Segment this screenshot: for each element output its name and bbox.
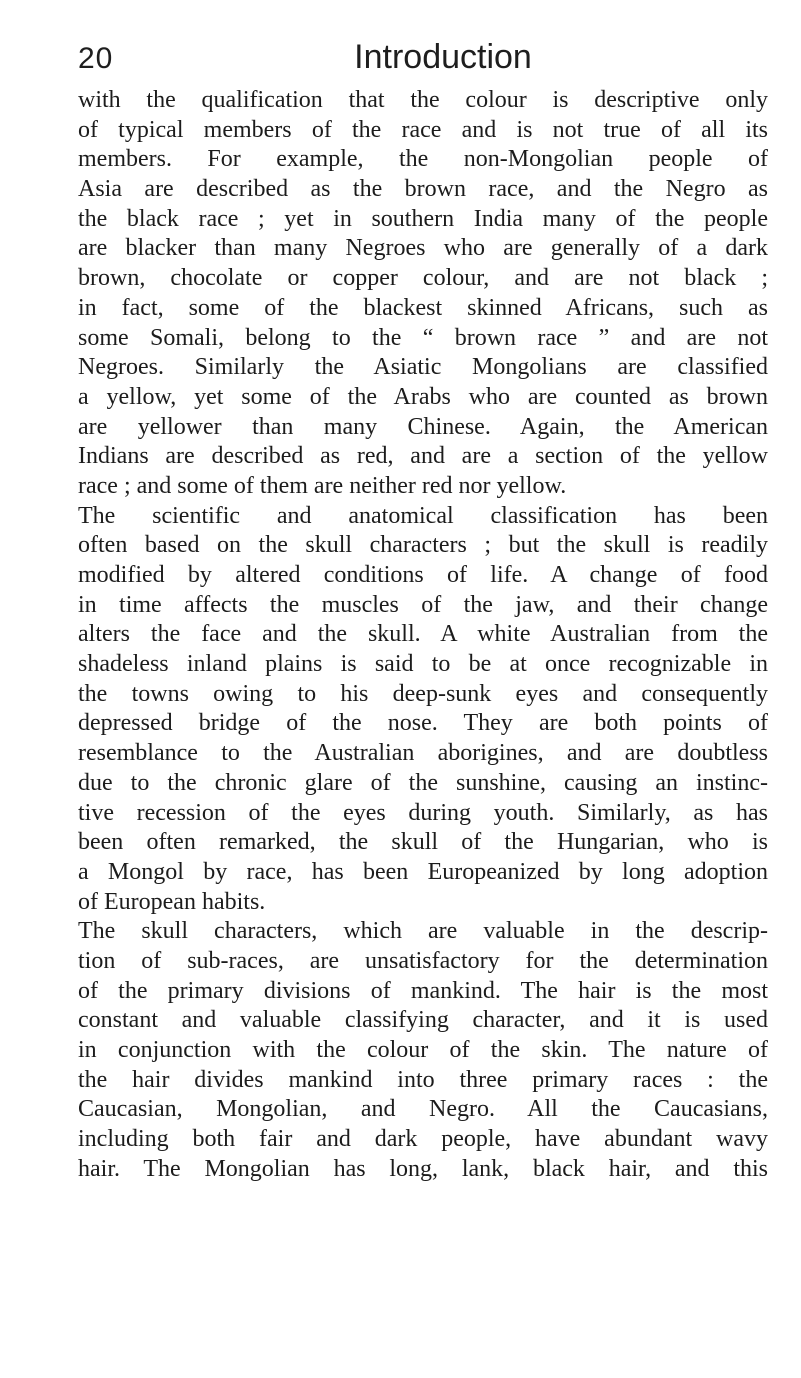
text-line: Negroes. Similarly the Asiatic Mongolians are classified bbox=[78, 354, 768, 381]
text-line: including both fair and dark people, have abundant wavy bbox=[78, 1126, 768, 1153]
text-line: in time affects the muscles of the jaw, and their change bbox=[78, 591, 768, 618]
text-line: The skull characters, which are valuable in the descrip- bbox=[78, 918, 768, 945]
text-line: a yellow, yet some of the Arabs who are counted as brown bbox=[78, 383, 768, 410]
text-line: of the primary divisions of mankind. The hair is the most bbox=[78, 977, 768, 1004]
text-line: alters the face and the skull. A white Australian from the bbox=[78, 621, 768, 648]
text-line: some Somali, belong to the “ brown race ” and are not bbox=[78, 324, 768, 351]
text-line: Indians are described as red, and are a section of the yellow bbox=[78, 443, 768, 470]
text-line: the towns owing to his deep-sunk eyes and consequently bbox=[78, 680, 768, 707]
text-line: modified by altered conditions of life. A change of food bbox=[78, 562, 768, 588]
text-line: Asia are described as the brown race, and the Negro as bbox=[78, 176, 768, 203]
text-line: Caucasian, Mongolian, and Negro. All the Caucasians, bbox=[78, 1096, 768, 1123]
running-title: Introduction bbox=[354, 38, 532, 76]
text-line: often based on the skull characters ; but the skull is readily bbox=[78, 532, 768, 559]
text-line: due to the chronic glare of the sunshine, causing an instinc- bbox=[78, 769, 768, 796]
text-line: the black race ; yet in southern India many of the people bbox=[78, 205, 768, 232]
text-line: constant and valuable classifying character, and it is used bbox=[78, 1007, 768, 1034]
text-line: resemblance to the Australian aborigines, and are doubtless bbox=[78, 740, 768, 767]
text-line: depressed bridge of the nose. They are both points of bbox=[78, 710, 768, 737]
page-number: 20 bbox=[78, 42, 114, 75]
text-line: are blacker than many Negroes who are generally of a dark bbox=[78, 235, 768, 262]
text-line: the hair divides mankind into three primary races : the bbox=[78, 1066, 768, 1093]
text-line: are yellower than many Chinese. Again, the American bbox=[78, 413, 768, 440]
body-text bbox=[78, 86, 768, 1184]
text-line: with the qualification that the colour is descriptive only bbox=[78, 87, 768, 113]
text-line: a Mongol by race, has been Europeanized by long adoption bbox=[78, 858, 768, 885]
text-line: in fact, some of the blackest skinned Africans, such as bbox=[78, 294, 768, 321]
text-line: hair. The Mongolian has long, lank, black hair, and this bbox=[78, 1155, 768, 1182]
text-line: of European habits. bbox=[78, 888, 266, 915]
text-line: shadeless inland plains is said to be at once recognizable in bbox=[78, 651, 768, 678]
text-line: members. For example, the non-Mongolian people of bbox=[78, 146, 768, 173]
text-line: brown, chocolate or copper colour, and are not black ; bbox=[78, 265, 768, 292]
text-line: race ; and some of them are neither red nor yellow. bbox=[78, 472, 567, 499]
text-line: been often remarked, the skull of the Hungarian, who is bbox=[78, 829, 768, 856]
text-line: in conjunction with the colour of the skin. The nature of bbox=[78, 1037, 768, 1063]
running-head bbox=[78, 38, 768, 88]
text-line: tion of sub-races, are unsatisfactory for the determination bbox=[78, 947, 768, 974]
text-line: tive recession of the eyes during youth. Similarly, as has bbox=[78, 799, 768, 826]
text-line: The scientific and anatomical classification has been bbox=[78, 502, 768, 529]
text-line: of typical members of the race and is not true of all its bbox=[78, 116, 768, 143]
